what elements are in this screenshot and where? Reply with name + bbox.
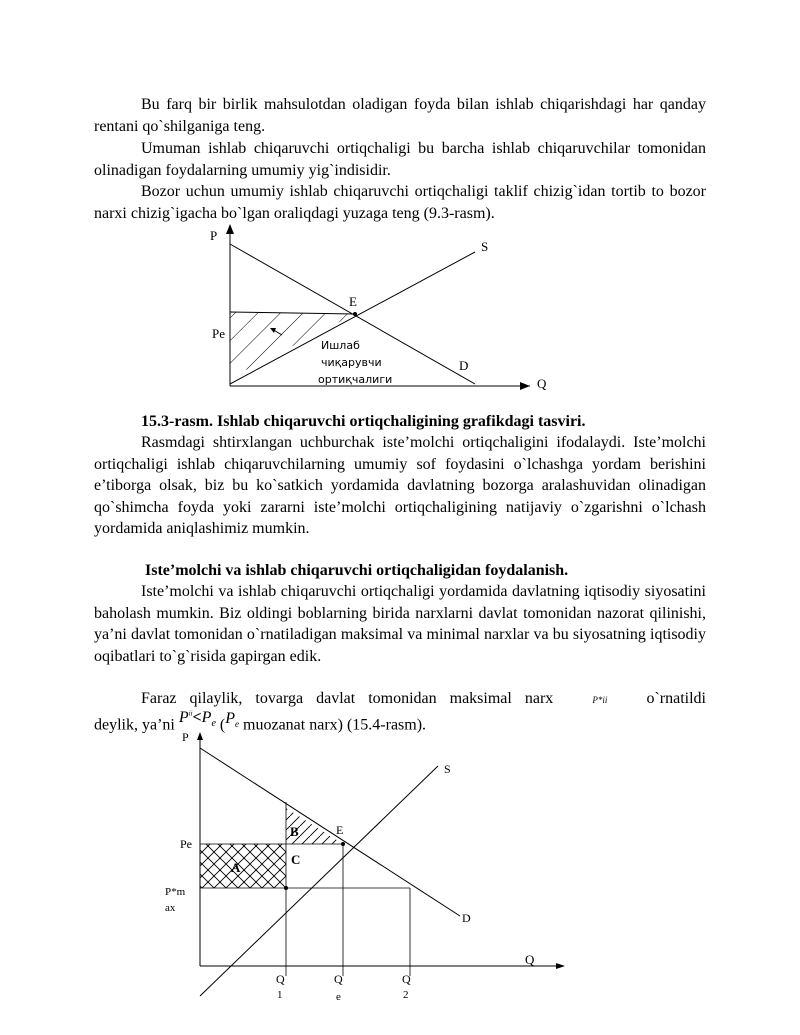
paragraph-3-text: Bozor uchun umumiy ishlab chiqaruvchi ortiqchaligi taklif chizig`idan tortib to bozor narxi chizig`igacha bo`lgan oraliqdagi yuzaga teng (9.3-rasm).: [94, 183, 706, 222]
area-c-label: C: [291, 852, 301, 867]
q1-label-bottom: 1: [277, 989, 283, 1001]
paragraph-4-text: Rasmdagi shtirxlangan uchburchak iste’molchi ortiqchaligini ifodalaydi. Iste’molchi ortiqchaligi ishlab chiqaruvchilarning umumiy sof foydasini o`lchashga yordam berishini e’tiborga olsak, biz bu ko`satkich yordamida davlatning bozorga aralashuvidan olinadigan qo`shimcha foyda yoki zararni iste’molchi ortiqchaligining natijaviy o`zgarishni o`lchash yordamida aniqlashimiz mumkin.: [94, 434, 706, 537]
fig2-d-label: D: [462, 911, 471, 925]
paragraph-4: [94, 432, 706, 540]
fig1-area-label-2: чиқарувчи: [321, 356, 382, 369]
paragraph-1: [94, 94, 706, 137]
paragraph-2: [94, 138, 706, 181]
pe-symbol: [225, 710, 240, 730]
fig2-s-label: S: [444, 762, 451, 776]
paragraph-6-text-b: o`rnatildi: [646, 690, 706, 707]
fig1-pe-label: Pe: [212, 326, 225, 341]
paragraph-3: [94, 181, 706, 224]
formula-operator: <: [192, 709, 202, 727]
fig2-e-label: E: [336, 823, 344, 837]
paragraph-5: [94, 581, 706, 667]
area-a-label: A: [231, 860, 241, 875]
fig1-d-label: D: [459, 358, 469, 373]
paragraph-2-text: Umuman ishlab chiqaruvchi ortiqchaligi bu barcha ishlab chiqaruvchilar tomonidan olinadigan foydalarning umumiy yig`indisidir.: [94, 140, 706, 179]
fig1-p-label: P: [210, 228, 218, 243]
paragraph-7-text-a: deylik, ya’ni: [94, 716, 175, 734]
area-b-label: B: [290, 824, 299, 839]
qe-label-bottom: e: [336, 991, 341, 1003]
fig2-equilibrium-point: [341, 842, 345, 846]
fig1-area-label-1: Ишлаб: [321, 339, 360, 352]
fig2-q-axis-arrow: [556, 963, 565, 969]
p-axis-arrow: [226, 224, 234, 234]
fig2-p-label: P: [182, 730, 189, 744]
fig2-q-label: Q: [525, 952, 535, 967]
figure-caption: 15.3-rasm. Ishlab chiqaruvchi ortiqchaligining grafikdagi tasviri.: [141, 413, 586, 430]
fig1-e-label: E: [349, 294, 357, 309]
formula-pe: P: [201, 709, 212, 727]
paragraph-5-text: Iste’molchi va ishlab chiqaruvchi ortiqchaligi yordamida davlatning iqtisodiy siyosatini baholash mumkin. Biz oldingi boblarning birida narxlarni davlat tomonidan nazorat qilinishi, ya’ni davlat tomonidan o`rnatiladigan maksimal va minimal narxlar va bu siyosatning iqtisodiy oqibatlari to`g`risida gapirgan edik.: [94, 583, 706, 665]
formula-sup: ii: [188, 710, 193, 718]
q1-label-top: Q: [276, 972, 285, 986]
fig1-q-label: Q: [537, 376, 547, 391]
paragraph-7-text-b: muozanat narx) (15.4-rasm).: [243, 716, 427, 734]
figure-price-ceiling: [160, 726, 580, 1016]
equilibrium-point: [353, 312, 357, 316]
pmax-symbol: P*ii: [592, 695, 608, 705]
qe-label-top: Q: [334, 972, 343, 986]
fig1-s-label: S: [481, 239, 489, 254]
fig2-pmax-label-2: ax: [165, 902, 176, 914]
fig2-demand-line: [200, 748, 460, 916]
ceiling-point: [284, 886, 288, 890]
section-heading: Iste’molchi va ishlab chiqaruvchi ortiqchaligidan foydalanish.: [145, 562, 569, 579]
formula-p: P: [178, 709, 189, 727]
fig1-area-label-3: ортиқчалиги: [318, 373, 393, 386]
paragraph-1-text: Bu farq bir birlik mahsulotdan oladigan foyda bilan ishlab chiqarishdagi har qanday rentani qo`shilganiga teng.: [94, 96, 706, 135]
paragraph-6-text-a: Faraz qilaylik, tovarga davlat tomonidan maksimal narx: [141, 690, 554, 707]
area-a: [200, 844, 286, 888]
q2-label-bottom: 2: [403, 989, 409, 1001]
q2-label-top: Q: [402, 972, 411, 986]
fig2-p-axis-arrow: [197, 732, 203, 740]
pe-symbol-p: P: [225, 710, 236, 728]
paragraph-6: [141, 688, 706, 711]
paren-open: (: [219, 716, 226, 734]
fig2-pe-label: Pe: [180, 837, 192, 851]
fig2-pmax-label-1: P*m: [165, 886, 186, 898]
q-axis-arrow: [520, 382, 530, 390]
figure-producer-surplus: [190, 222, 550, 394]
formula-sub: e: [211, 718, 216, 730]
price-inequality-formula: [178, 709, 220, 730]
pe-symbol-sub: e: [235, 719, 240, 730]
